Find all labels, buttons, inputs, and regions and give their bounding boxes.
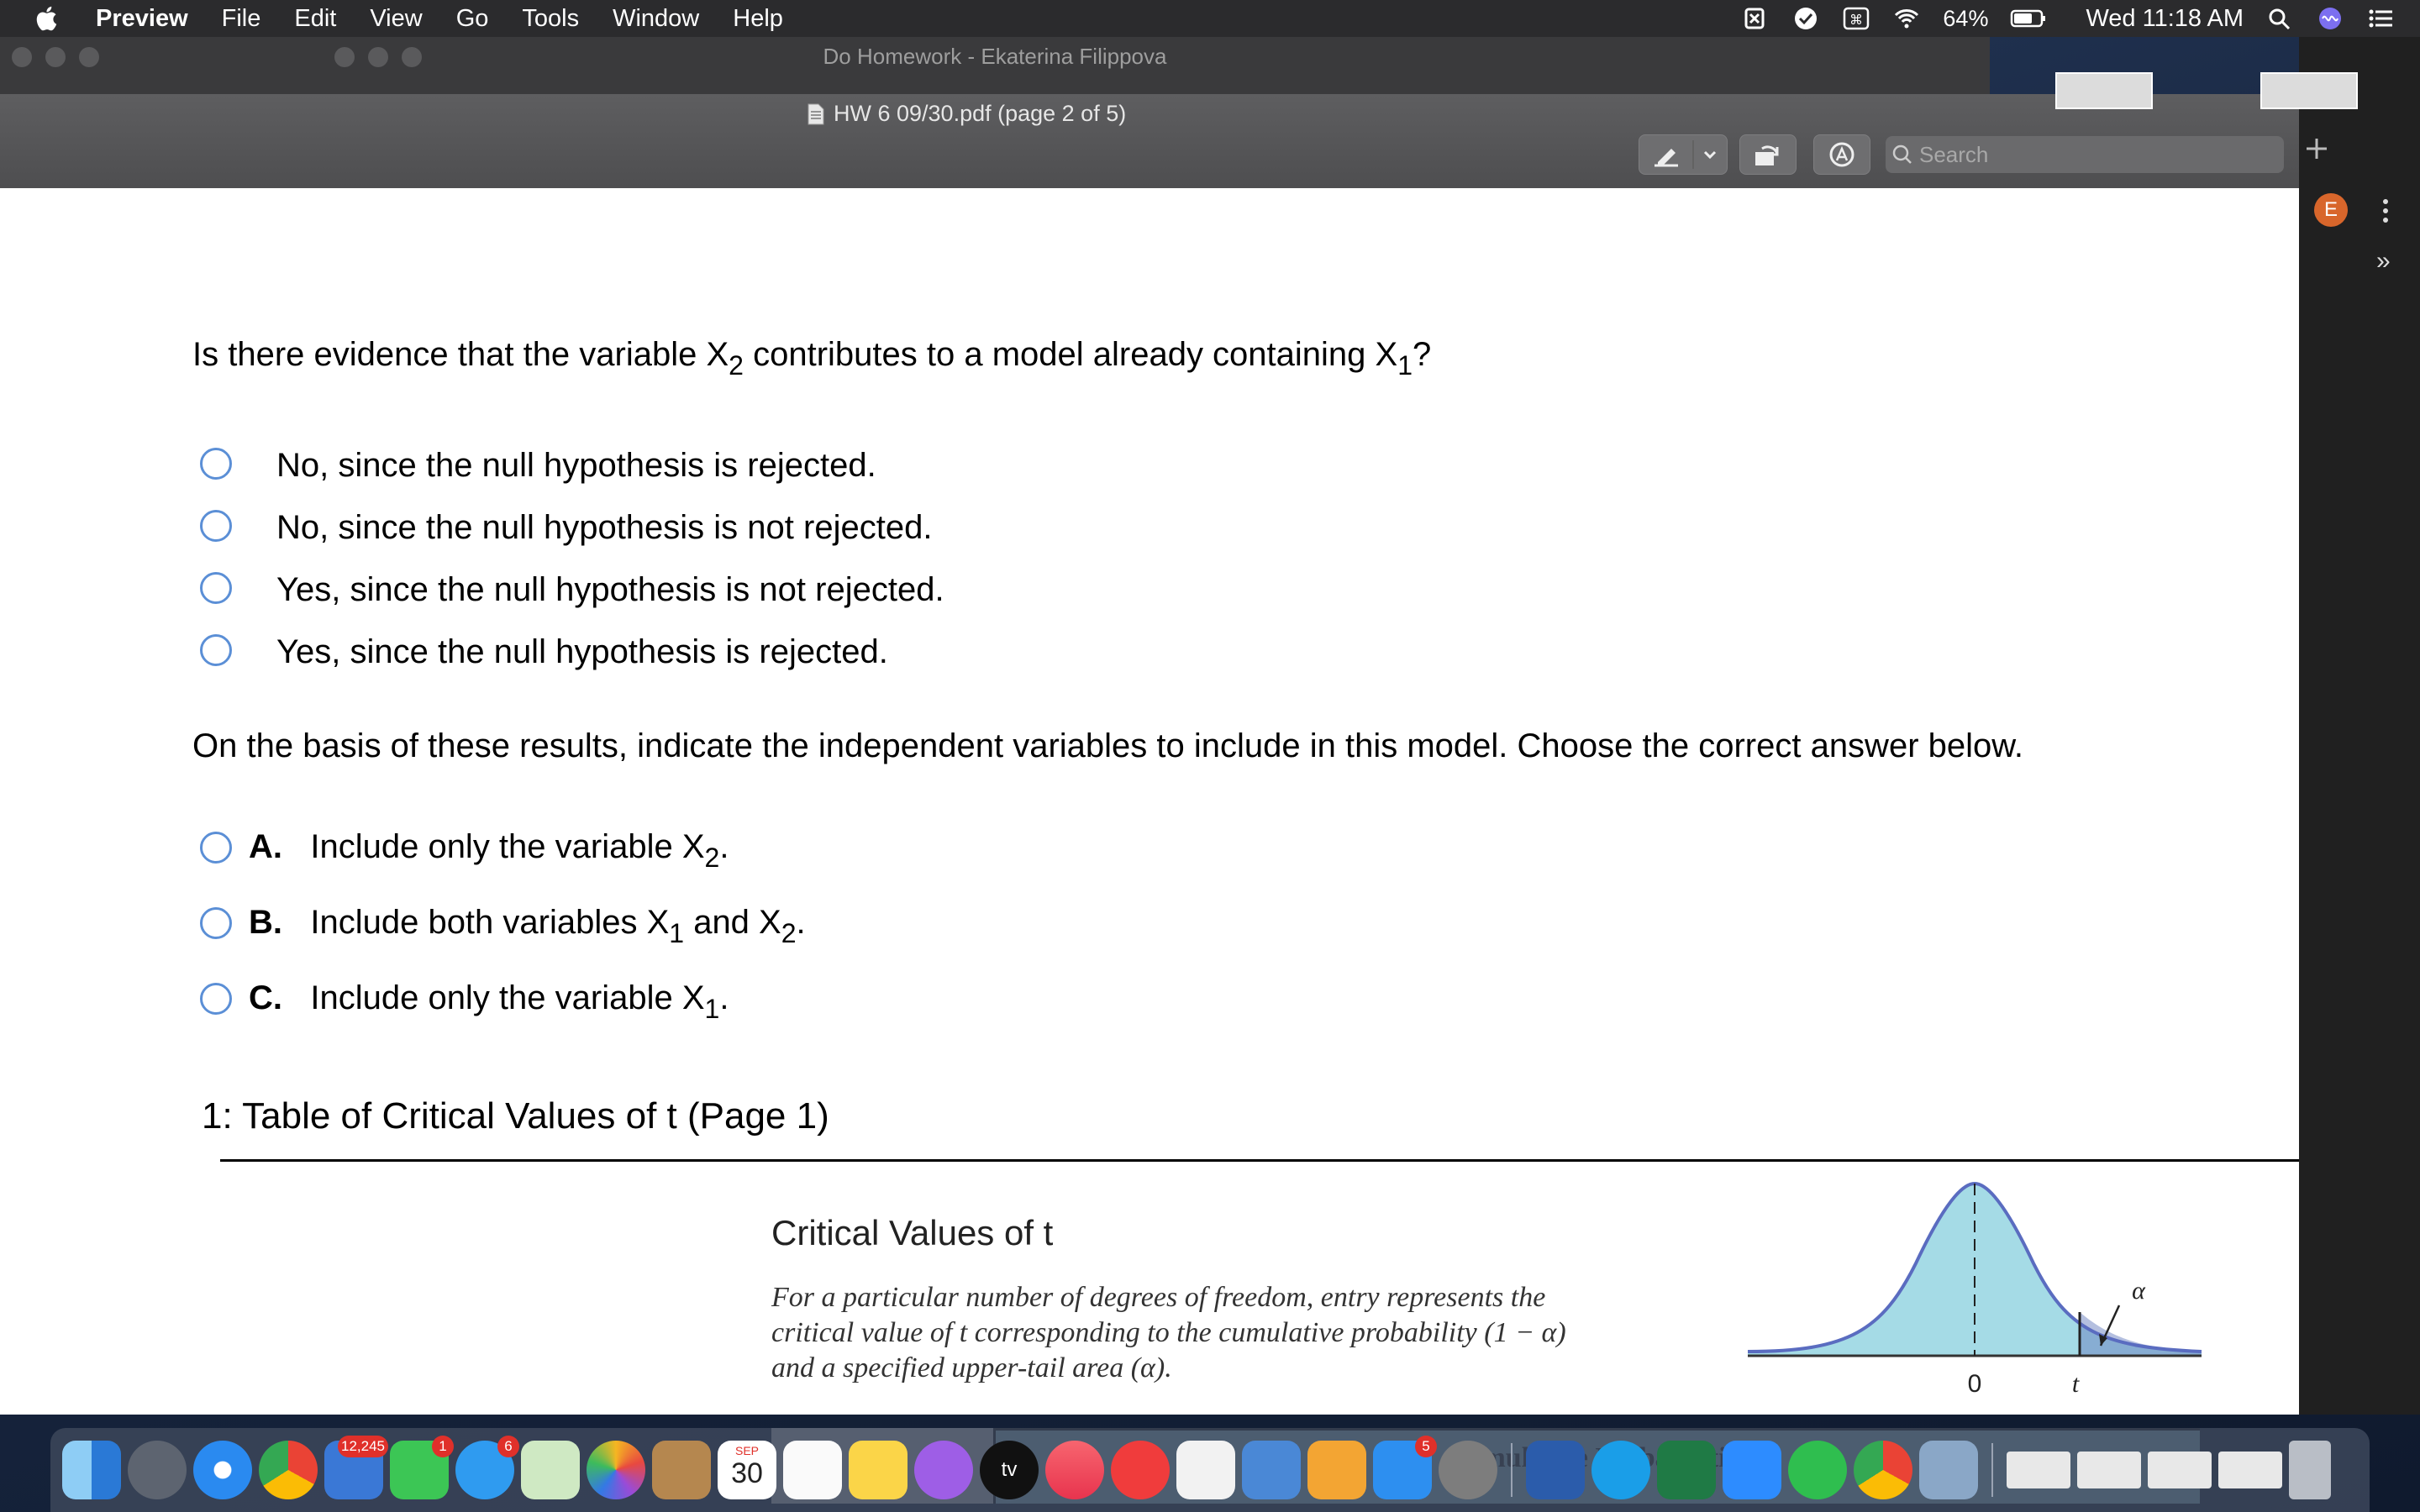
- radio-q1-option-2[interactable]: [200, 510, 232, 542]
- mail-badge: 12,245: [338, 1436, 388, 1457]
- question-1-text: Is there evidence that the variable $X_2$ contributes to a model already containing $X_1$?: [192, 336, 1432, 381]
- radio-q1-option-1[interactable]: [200, 448, 232, 480]
- microsoft-excel-icon[interactable]: [1657, 1441, 1716, 1499]
- reminders-icon[interactable]: [783, 1441, 842, 1499]
- menu-window[interactable]: Window: [613, 4, 700, 32]
- curve-label-t: t: [2071, 1370, 2080, 1398]
- radio-q2-option-a[interactable]: [200, 832, 232, 864]
- curve-label-zero: 0: [1967, 1370, 1982, 1398]
- launchpad-icon[interactable]: [128, 1441, 187, 1499]
- apple-menu-icon[interactable]: [34, 4, 62, 33]
- whatsapp-icon[interactable]: [1788, 1441, 1847, 1499]
- critical-values-title: Critical Values of t: [771, 1213, 1054, 1252]
- window-thumbnail-2[interactable]: [2260, 72, 2358, 109]
- apple-tv-icon[interactable]: [980, 1441, 1039, 1499]
- trash-icon[interactable]: [2289, 1441, 2331, 1499]
- window-thumbnail-1[interactable]: [2055, 72, 2153, 109]
- radio-q2-option-c[interactable]: [200, 983, 232, 1015]
- calendar-day: 30: [731, 1457, 763, 1489]
- bookmarks-overflow-chevron[interactable]: »: [2376, 247, 2391, 275]
- menu-edit[interactable]: Edit: [294, 4, 337, 32]
- minimized-window-3[interactable]: [2148, 1452, 2212, 1488]
- menu-file[interactable]: File: [221, 4, 261, 32]
- t-distribution-curve: [1748, 1163, 2202, 1415]
- markup-pen-button[interactable]: [1639, 134, 1728, 175]
- facetime-icon[interactable]: [390, 1438, 449, 1499]
- radio-q2-option-b[interactable]: [200, 907, 232, 939]
- calendar-month: SEP: [734, 1444, 759, 1457]
- radio-q1-option-3[interactable]: [200, 572, 232, 604]
- messages-icon[interactable]: [455, 1438, 514, 1499]
- document-title: [807, 101, 1126, 127]
- question-2-text: On the basis of these results, indicate the independent variables to include in this model. Choose the correct answer below.: [192, 727, 2024, 764]
- pen-icon: [1639, 135, 1727, 174]
- menu-tools[interactable]: Tools: [522, 4, 580, 32]
- table-section-heading: 1: Table of Critical Values of t (Page 1): [202, 1095, 829, 1137]
- dock: [50, 1428, 2370, 1512]
- finder-icon[interactable]: [62, 1441, 121, 1499]
- notification-center-icon[interactable]: [2366, 6, 2395, 31]
- app-store-badge: 5: [1415, 1436, 1437, 1457]
- safari-icon[interactable]: [193, 1441, 252, 1499]
- search-field[interactable]: [1886, 136, 2284, 173]
- profile-avatar[interactable]: E: [2314, 193, 2348, 227]
- menu-app-name[interactable]: Preview: [96, 4, 188, 32]
- podcasts-icon[interactable]: [914, 1441, 973, 1499]
- tv-label: tv: [1001, 1458, 1018, 1481]
- minimized-window-2[interactable]: [2077, 1452, 2141, 1488]
- critical-values-description: For a particular number of degrees of freedom, entry represents the critical value of t corresponding to the cumulative probability (1 − α) and a specified upper-tail area (α).: [771, 1282, 1566, 1383]
- q1-option-2-label[interactable]: No, since the null hypothesis is not rejected.: [276, 509, 933, 546]
- maps-icon[interactable]: [521, 1441, 580, 1499]
- menu-extras: [1741, 0, 2395, 37]
- q2-option-c-label[interactable]: C. Include only the variable $X_1$.: [249, 979, 729, 1025]
- minimized-window-1[interactable]: [2007, 1452, 2070, 1488]
- music-icon[interactable]: [1045, 1441, 1104, 1499]
- zoom-icon[interactable]: [1723, 1441, 1781, 1499]
- menu-view[interactable]: View: [370, 4, 423, 32]
- q2-option-a-label[interactable]: A. Include only the variable $X_2$.: [249, 828, 729, 874]
- skype-icon[interactable]: [1591, 1441, 1650, 1499]
- siri-icon[interactable]: [2316, 6, 2344, 31]
- more-options-icon[interactable]: [2380, 197, 2391, 225]
- status-app-icon[interactable]: [1741, 6, 1770, 31]
- q1-option-1-label[interactable]: No, since the null hypothesis is rejected.: [276, 447, 876, 484]
- rotate-icon: [1740, 135, 1796, 174]
- curve-label-alpha: α: [2132, 1277, 2145, 1305]
- notes-icon[interactable]: [849, 1441, 908, 1499]
- mail-icon[interactable]: [324, 1438, 385, 1499]
- messages-badge: 6: [497, 1436, 519, 1457]
- pages-icon[interactable]: [1307, 1441, 1366, 1499]
- markup-toolbar-button[interactable]: [1813, 134, 1870, 175]
- calendar-icon[interactable]: [718, 1441, 776, 1499]
- facetime-badge: 1: [432, 1436, 454, 1457]
- svg-text:⌘: ⌘: [1849, 12, 1864, 28]
- menu-go[interactable]: Go: [455, 4, 489, 32]
- command-key-icon[interactable]: [1842, 6, 1870, 31]
- minimized-window-4[interactable]: [2218, 1452, 2282, 1488]
- new-tab-plus-icon[interactable]: [2302, 134, 2331, 163]
- pdf-document-icon: [807, 103, 825, 125]
- search-placeholder: Search: [1919, 141, 1989, 167]
- q1-option-4-label[interactable]: Yes, since the null hypothesis is rejected.: [276, 633, 888, 670]
- background-window-title: Do Homework - Ekaterina Filippova: [823, 44, 1167, 69]
- radio-q1-option-4[interactable]: [200, 634, 232, 666]
- checkmark-badge-icon[interactable]: [1791, 6, 1820, 31]
- news-icon[interactable]: [1111, 1441, 1170, 1499]
- battery-icon[interactable]: [2010, 6, 2047, 31]
- system-preferences-icon[interactable]: [1439, 1441, 1497, 1499]
- microsoft-word-icon[interactable]: [1526, 1441, 1585, 1499]
- q1-option-3-label[interactable]: Yes, since the null hypothesis is not rejected.: [276, 571, 944, 608]
- pdf-page-content: [0, 188, 2299, 1415]
- clock[interactable]: Wed 11:18 AM: [2086, 4, 2244, 32]
- preview-window: [0, 94, 2299, 1415]
- photos-icon[interactable]: [587, 1441, 645, 1499]
- spotlight-search-icon[interactable]: [2265, 6, 2294, 31]
- wifi-icon[interactable]: [1892, 6, 1921, 31]
- dock-divider: [1511, 1443, 1512, 1497]
- chrome-icon-2[interactable]: [1854, 1441, 1912, 1499]
- menu-help[interactable]: Help: [733, 4, 783, 32]
- markup-icon: [1814, 135, 1870, 174]
- q2-option-b-label[interactable]: B. Include both variables $X_1$ and $X_2$.: [249, 904, 806, 949]
- rotate-button[interactable]: [1739, 134, 1797, 175]
- app-store-icon[interactable]: [1373, 1438, 1432, 1499]
- keynote-icon[interactable]: [1242, 1441, 1301, 1499]
- battery-percent: 64%: [1943, 5, 1989, 31]
- dock-divider-2: [1991, 1443, 1993, 1497]
- chrome-icon[interactable]: [259, 1441, 318, 1499]
- menu-bar: [0, 0, 2420, 37]
- section-divider: [220, 1159, 2299, 1162]
- browser-side-strip: [2299, 37, 2420, 1415]
- preview-app-icon[interactable]: [1919, 1441, 1978, 1499]
- contacts-icon[interactable]: [652, 1441, 711, 1499]
- numbers-icon[interactable]: [1176, 1441, 1235, 1499]
- search-icon: [1886, 142, 1919, 167]
- document-title-text: HW 6 09/30.pdf (page 2 of 5): [834, 101, 1127, 126]
- preview-toolbar: [0, 94, 2299, 189]
